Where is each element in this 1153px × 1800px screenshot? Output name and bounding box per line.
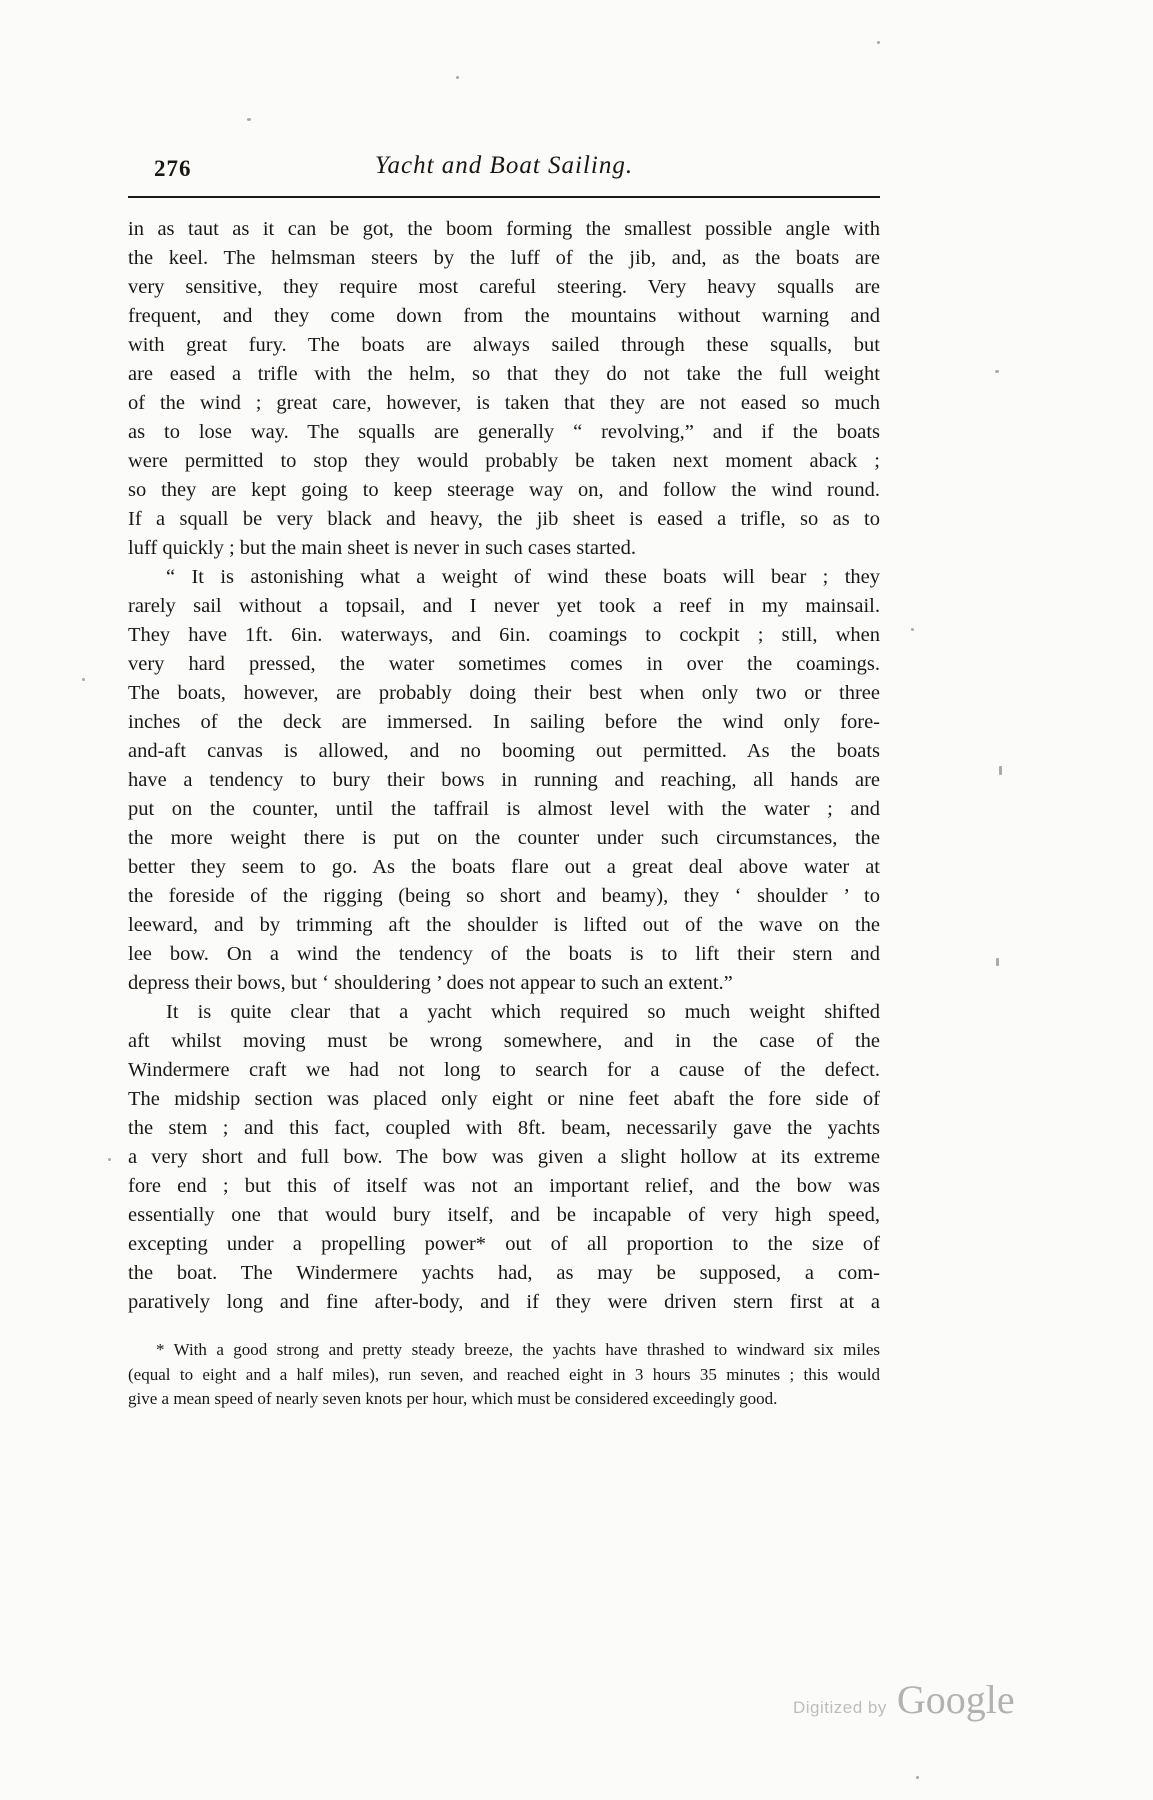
text-line: “ It is astonishing what a weight of wind these boats will bear ; they (166, 566, 880, 588)
text-line: * With a good strong and pretty steady breeze, the yachts have thrashed to windward six miles (156, 1340, 880, 1359)
text-line: excepting under a propelling power* out of all proportion to the size of (128, 1233, 880, 1255)
footnote (128, 1338, 880, 1412)
text-line: the boat. The Windermere yachts had, as may be supposed, a com- (128, 1262, 880, 1284)
text-line: give a mean speed of nearly seven knots per hour, which must be considered exceedingly good. (128, 1389, 778, 1408)
scan-speck (456, 76, 459, 79)
text-line: paratively long and fine after-body, and if they were driven stern first at a (128, 1291, 880, 1313)
text-line: The midship section was placed only eight or nine feet abaft the fore side of (128, 1088, 880, 1110)
google-logo: Google (896, 1677, 1015, 1722)
text-line: rarely sail without a topsail, and I never yet took a reef in my mainsail. (128, 595, 880, 617)
paragraph (128, 998, 880, 1317)
scan-speck (999, 766, 1002, 775)
text-line: put on the counter, until the taffrail is almost level with the water ; and (128, 798, 880, 820)
paragraph (128, 215, 880, 563)
digitized-by-label: Digitized by (793, 1698, 887, 1717)
scan-speck (82, 678, 85, 681)
page-header (128, 150, 880, 196)
text-line: fore end ; but this of itself was not an important relief, and the bow was (128, 1175, 880, 1197)
text-line: with great fury. The boats are always sailed through these squalls, but (128, 334, 880, 356)
text-line: very hard pressed, the water sometimes comes in over the coamings. (128, 653, 880, 675)
scan-speck (877, 41, 880, 44)
text-line: so they are kept going to keep steerage way on, and follow the wind round. (128, 479, 880, 501)
text-line: luff quickly ; but the main sheet is never in such cases started. (128, 537, 637, 559)
scan-speck (108, 1158, 111, 1161)
text-line: lee bow. On a wind the tendency of the boats is to lift their stern and (128, 943, 880, 965)
text-line: frequent, and they come down from the mountains without warning and (128, 305, 880, 327)
text-line: are eased a trifle with the helm, so that they do not take the full weight (128, 363, 880, 385)
text-line: the more weight there is put on the counter under such circumstances, the (128, 827, 880, 849)
text-line: a very short and full bow. The bow was given a slight hollow at its extreme (128, 1146, 880, 1168)
text-line: were permitted to stop they would probably be taken next moment aback ; (128, 450, 880, 472)
text-line: and-aft canvas is allowed, and no booming out permitted. As the boats (128, 740, 880, 762)
text-line: in as taut as it can be got, the boom forming the smallest possible angle with (128, 218, 880, 240)
text-line: The boats, however, are probably doing their best when only two or three (128, 682, 880, 704)
text-line: inches of the deck are immersed. In sailing before the wind only fore- (128, 711, 880, 733)
scan-speck (996, 958, 999, 966)
text-line: If a squall be very black and heavy, the jib sheet is eased a trifle, so as to (128, 508, 880, 530)
scan-speck (916, 1776, 919, 1779)
text-line: the keel. The helmsman steers by the luff of the jib, and, as the boats are (128, 247, 880, 269)
body-text (128, 215, 880, 1317)
paragraph (128, 563, 880, 998)
text-line: have a tendency to bury their bows in running and reaching, all hands are (128, 769, 880, 791)
running-title: Yacht and Boat Sailing. (374, 152, 634, 179)
text-line: They have 1ft. 6in. waterways, and 6in. coamings to cockpit ; still, when (128, 624, 880, 646)
text-line: leeward, and by trimming aft the shoulder is lifted out of the wave on the (128, 914, 880, 936)
text-line: aft whilst moving must be wrong somewhere, and in the case of the (128, 1030, 880, 1052)
text-line: depress their bows, but ‘ shouldering ’ does not appear to such an extent.” (128, 972, 733, 994)
scan-speck (911, 628, 914, 631)
scan-speck (995, 370, 999, 373)
header-rule (128, 196, 880, 198)
text-line: as to lose way. The squalls are generally “ revolving,” and if the boats (128, 421, 880, 443)
text-line: Windermere craft we had not long to search for a cause of the defect. (128, 1059, 880, 1081)
text-line: the foreside of the rigging (being so short and beamy), they ‘ shoulder ’ to (128, 885, 880, 907)
google-watermark (793, 1676, 1015, 1723)
text-block (128, 150, 880, 1412)
scan-speck (247, 118, 251, 121)
text-line: (equal to eight and a half miles), run seven, and reached eight in 3 hours 35 minutes ; this would (128, 1364, 880, 1384)
text-line: It is quite clear that a yacht which required so much weight shifted (166, 1001, 880, 1023)
text-line: better they seem to go. As the boats flare out a great deal above water at (128, 856, 880, 878)
text-line: of the wind ; great care, however, is taken that they are not eased so much (128, 392, 880, 414)
text-line: very sensitive, they require most careful steering. Very heavy squalls are (128, 276, 880, 298)
text-line: the stem ; and this fact, coupled with 8ft. beam, necessarily gave the yachts (128, 1117, 880, 1139)
page-number: 276 (154, 156, 192, 181)
text-line: essentially one that would bury itself, and be incapable of very high speed, (128, 1204, 880, 1226)
